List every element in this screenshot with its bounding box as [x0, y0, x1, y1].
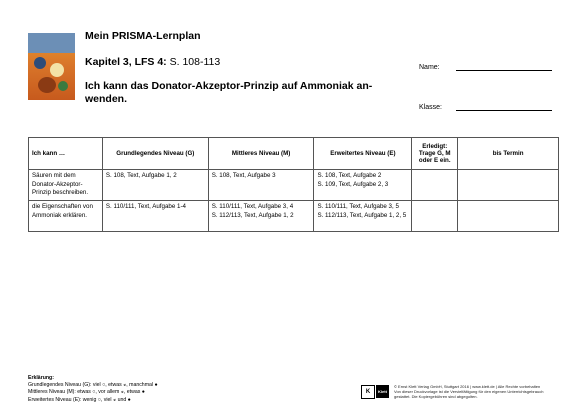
class-label: Klasse:: [419, 104, 442, 111]
name-label: Name:: [419, 64, 440, 71]
page-title: Mein PRISMA-Lernplan: [85, 30, 201, 42]
column-header-basic: Grundlegendes Niveau (G): [102, 138, 208, 170]
goal-line-1: Ich kann das Donator-Akzeptor-Prinzip auf Ammoniak an-: [85, 80, 373, 92]
goal-line-2: wenden.: [85, 93, 128, 105]
table-row: [29, 170, 559, 201]
copyright-notice: [394, 384, 574, 399]
cell-done[interactable]: [412, 201, 458, 232]
legend: [28, 375, 158, 404]
cell-medium: S. 108, Text, Aufgabe 3: [208, 170, 314, 201]
chapter-pages: S. 108-113: [166, 56, 221, 68]
legend-title: Erklärung:: [28, 375, 54, 381]
cell-deadline[interactable]: [458, 201, 559, 232]
class-field[interactable]: [456, 110, 552, 111]
copyright-line-3: gestattet. Die Kopiergebühren sind abgegolten.: [394, 394, 478, 399]
book-cover-image: [28, 33, 75, 100]
copyright-line-2: Von dieser Druckvorlage ist die Vervielfältigung für den eigenen Unterrichtsgebrauch: [394, 389, 544, 394]
learning-plan-table: [28, 137, 559, 232]
legend-line-basic: Grundlegendes Niveau (G): viel ○, etwas ◒, manchmal ●: [28, 382, 158, 389]
klett-logo-icon: Klett: [376, 385, 389, 398]
cell-medium: S. 110/111, Text, Aufgabe 3, 4 S. 112/113, Text, Aufgabe 1, 2: [208, 201, 314, 232]
column-header-skill: Ich kann …: [29, 138, 103, 170]
cell-advanced: S. 110/111, Text, Aufgabe 3, 5 S. 112/113, Text, Aufgabe 1, 2, 5: [314, 201, 412, 232]
column-header-done: Erledigt: Trage G, M oder E ein.: [412, 138, 458, 170]
chapter-label: Kapitel 3, LFS 4:: [85, 56, 167, 68]
column-header-advanced: Erweitertes Niveau (E): [314, 138, 412, 170]
column-header-medium: Mittleres Niveau (M): [208, 138, 314, 170]
cell-skill: die Eigenschaften von Ammoniak erklären.: [29, 201, 103, 232]
copyright-line-1: © Ernst Klett Verlag GmbH, Stuttgart 2016 | www.klett.de | Alle Rechte vorbehalten: [394, 384, 541, 389]
column-header-deadline: bis Termin: [458, 138, 559, 170]
legend-line-advanced: Erweitertes Niveau (E): wenig ○, viel ◒ und ●: [28, 396, 131, 403]
cell-deadline[interactable]: [458, 170, 559, 201]
chapter-line: [85, 56, 220, 68]
publisher-logo-icon: K: [361, 385, 375, 399]
learning-goal: [85, 80, 385, 106]
cell-skill: Säuren mit dem Donator-Akzeptor-Prinzip beschreiben.: [29, 170, 103, 201]
cell-basic: S. 110/111, Text, Aufgabe 1-4: [102, 201, 208, 232]
cell-basic: S. 108, Text, Aufgabe 1, 2: [102, 170, 208, 201]
name-field[interactable]: [456, 70, 552, 71]
table-row: [29, 201, 559, 232]
cell-advanced: S. 108, Text, Aufgabe 2 S. 109, Text, Aufgabe 2, 3: [314, 170, 412, 201]
legend-line-medium: Mittleres Niveau (M): etwas ○, vor allem ◒, etwas ●: [28, 389, 145, 396]
cell-done[interactable]: [412, 170, 458, 201]
table-header-row: [29, 138, 559, 170]
